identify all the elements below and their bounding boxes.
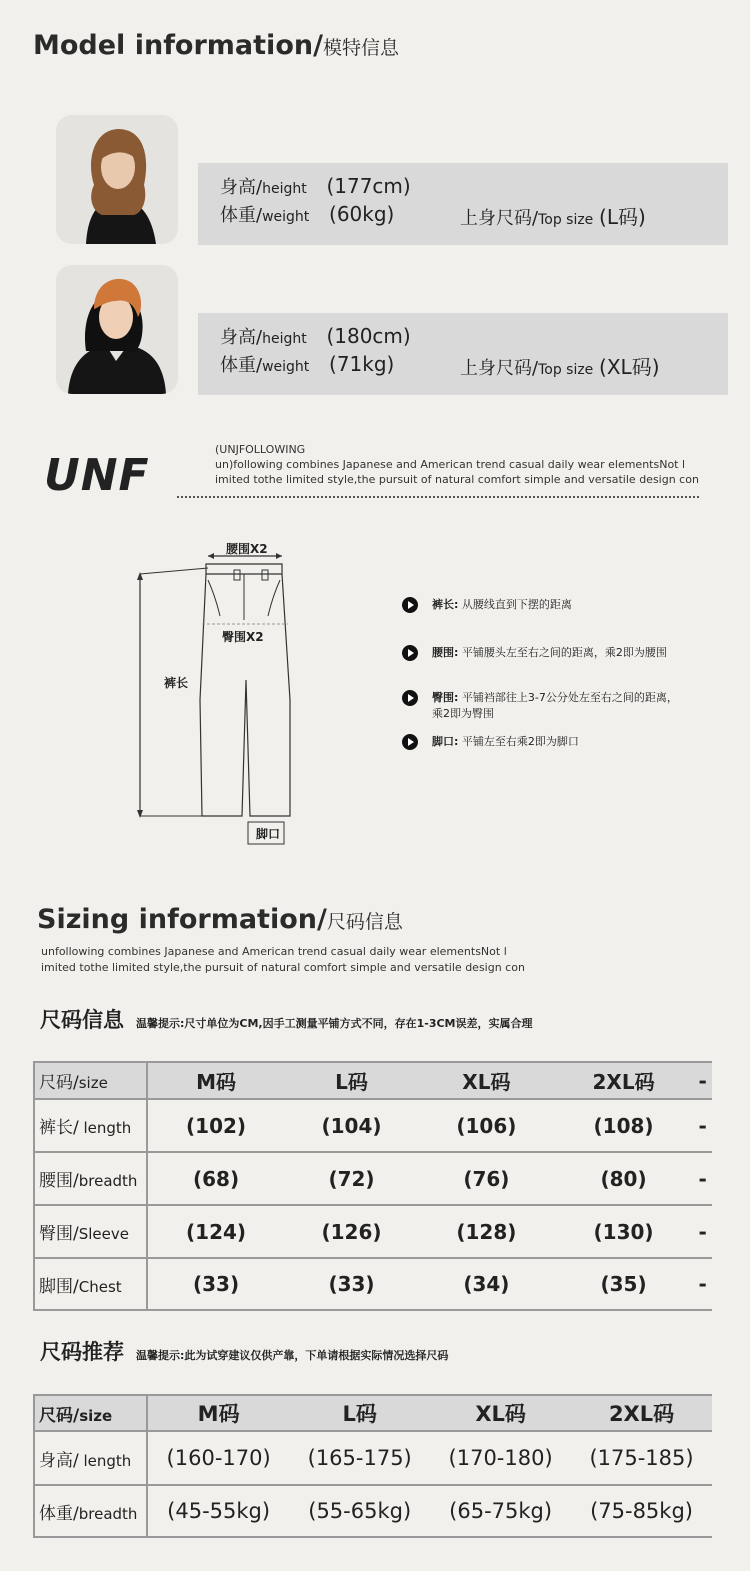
brand-divider (177, 496, 699, 498)
brand-line-3: imited tothe limited style,the pursuit of natural comfort simple and versatile design con (215, 473, 699, 486)
table-cell: (76) (419, 1152, 554, 1205)
model-section-title (33, 30, 399, 61)
play-bullet-icon (402, 690, 418, 706)
table-cell: (102) (147, 1099, 284, 1152)
size-table-header-row (34, 1062, 712, 1099)
model-1-weight: 体重/weight (60kg) (220, 202, 395, 226)
table-cell: (130) (554, 1205, 693, 1258)
sizing-section-title (37, 904, 403, 935)
brand-line-2: un)following combines Japanese and American trend casual daily wear elementsNot l (215, 458, 686, 471)
size-col-header: M码 (147, 1062, 284, 1099)
length-label: 裤长 (164, 676, 189, 690)
size-table (33, 1061, 712, 1311)
row-label: 身高/ length (34, 1431, 147, 1485)
table-cell: (106) (419, 1099, 554, 1152)
hip-label: 臀围X2 (222, 630, 264, 644)
table-cell: (126) (284, 1205, 419, 1258)
model-1-portrait-icon (56, 115, 178, 244)
play-bullet-icon (402, 597, 418, 613)
table-cell: (104) (284, 1099, 419, 1152)
row-label: 体重/breadth (34, 1485, 147, 1537)
table-cell: (80) (554, 1152, 693, 1205)
sizing-description: unfollowing combines Japanese and American trend casual daily wear elementsNot l imited tothe limited style,the pursuit of natural comfort simple and versatile design con (41, 945, 525, 974)
table-row (34, 1152, 712, 1205)
row-label: 裤长/ length (34, 1099, 147, 1152)
model-1-photo (56, 115, 178, 244)
size-col-header: M码 (147, 1395, 289, 1431)
table-row (34, 1258, 712, 1310)
model-1-height: 身高/height (177cm) (220, 174, 411, 198)
play-bullet-icon (402, 645, 418, 661)
table-cell: (45-55kg) (147, 1485, 289, 1537)
table-cell: (55-65kg) (289, 1485, 430, 1537)
recommend-table (33, 1394, 712, 1538)
table-cell: - (693, 1099, 712, 1152)
table-cell: (34) (419, 1258, 554, 1310)
size-col-header: - (693, 1062, 712, 1099)
pants-diagram (130, 540, 310, 852)
table-cell: (124) (147, 1205, 284, 1258)
model-2-photo (56, 265, 178, 394)
model-2-info-box (198, 313, 728, 395)
table-cell: (170-180) (430, 1431, 571, 1485)
row-label: 腰围/breadth (34, 1152, 147, 1205)
model-2-weight: 体重/weight (71kg) (220, 352, 395, 376)
table-row (34, 1205, 712, 1258)
table-cell: (175-185) (571, 1431, 712, 1485)
sizing-title-en: Sizing information/ (37, 904, 327, 935)
recommend-table-tip: 温馨提示:此为试穿建议仅供产靠，下单请根据实际情况选择尺码 (136, 1349, 449, 1362)
recommend-table-corner: 尺码/size (34, 1395, 147, 1431)
table-cell: (128) (419, 1205, 554, 1258)
hem-label: 脚口 (256, 827, 281, 841)
table-cell: (75-85kg) (571, 1485, 712, 1537)
model-1-top-size: 上身尺码/Top size (L码) (460, 205, 646, 229)
model-2-portrait-icon (56, 265, 178, 394)
model-1-info-box (198, 163, 728, 245)
brand-logo: UNF (44, 450, 150, 501)
size-col-header: L码 (284, 1062, 419, 1099)
recommend-table-header-row (34, 1395, 712, 1431)
recommend-table-heading: 尺码推荐 温馨提示:此为试穿建议仅供产靠，下单请根据实际情况选择尺码 (40, 1340, 449, 1364)
waist-label: 腰围X2 (226, 542, 268, 556)
model-title-en: Model information/ (33, 30, 323, 61)
table-cell: (160-170) (147, 1431, 289, 1485)
size-col-header: 2XL码 (571, 1395, 712, 1431)
size-col-header: L码 (289, 1395, 430, 1431)
size-col-header: XL码 (430, 1395, 571, 1431)
play-bullet-icon (402, 734, 418, 750)
table-cell: (68) (147, 1152, 284, 1205)
table-cell: - (693, 1258, 712, 1310)
row-label: 脚围/Chest (34, 1258, 147, 1310)
table-cell: (165-175) (289, 1431, 430, 1485)
brand-line-1: (UNJFOLLOWING (215, 443, 306, 456)
table-cell: - (693, 1152, 712, 1205)
table-row (34, 1485, 712, 1537)
table-cell: (108) (554, 1099, 693, 1152)
model-title-cn: 模特信息 (322, 37, 399, 59)
size-table-tip: 温馨提示:尺寸单位为CM,因手工测量平铺方式不同，存在1-3CM误差，实属合理 (136, 1017, 533, 1030)
model-2-top-size: 上身尺码/Top size (XL码) (460, 355, 660, 379)
table-cell: (35) (554, 1258, 693, 1310)
table-row (34, 1099, 712, 1152)
table-row (34, 1431, 712, 1485)
size-table-heading: 尺码信息 温馨提示:尺寸单位为CM,因手工测量平铺方式不同，存在1-3CM误差，实属合理 (40, 1008, 533, 1032)
brand-description (215, 442, 699, 487)
model-2-height: 身高/height (180cm) (220, 324, 411, 348)
table-cell: (72) (284, 1152, 419, 1205)
size-table-corner: 尺码/size (34, 1062, 147, 1099)
size-col-header: 2XL码 (554, 1062, 693, 1099)
table-cell: - (693, 1205, 712, 1258)
sizing-title-cn: 尺码信息 (326, 911, 403, 933)
table-cell: (33) (284, 1258, 419, 1310)
table-cell: (33) (147, 1258, 284, 1310)
row-label: 臀围/Sleeve (34, 1205, 147, 1258)
size-col-header: XL码 (419, 1062, 554, 1099)
table-cell: (65-75kg) (430, 1485, 571, 1537)
